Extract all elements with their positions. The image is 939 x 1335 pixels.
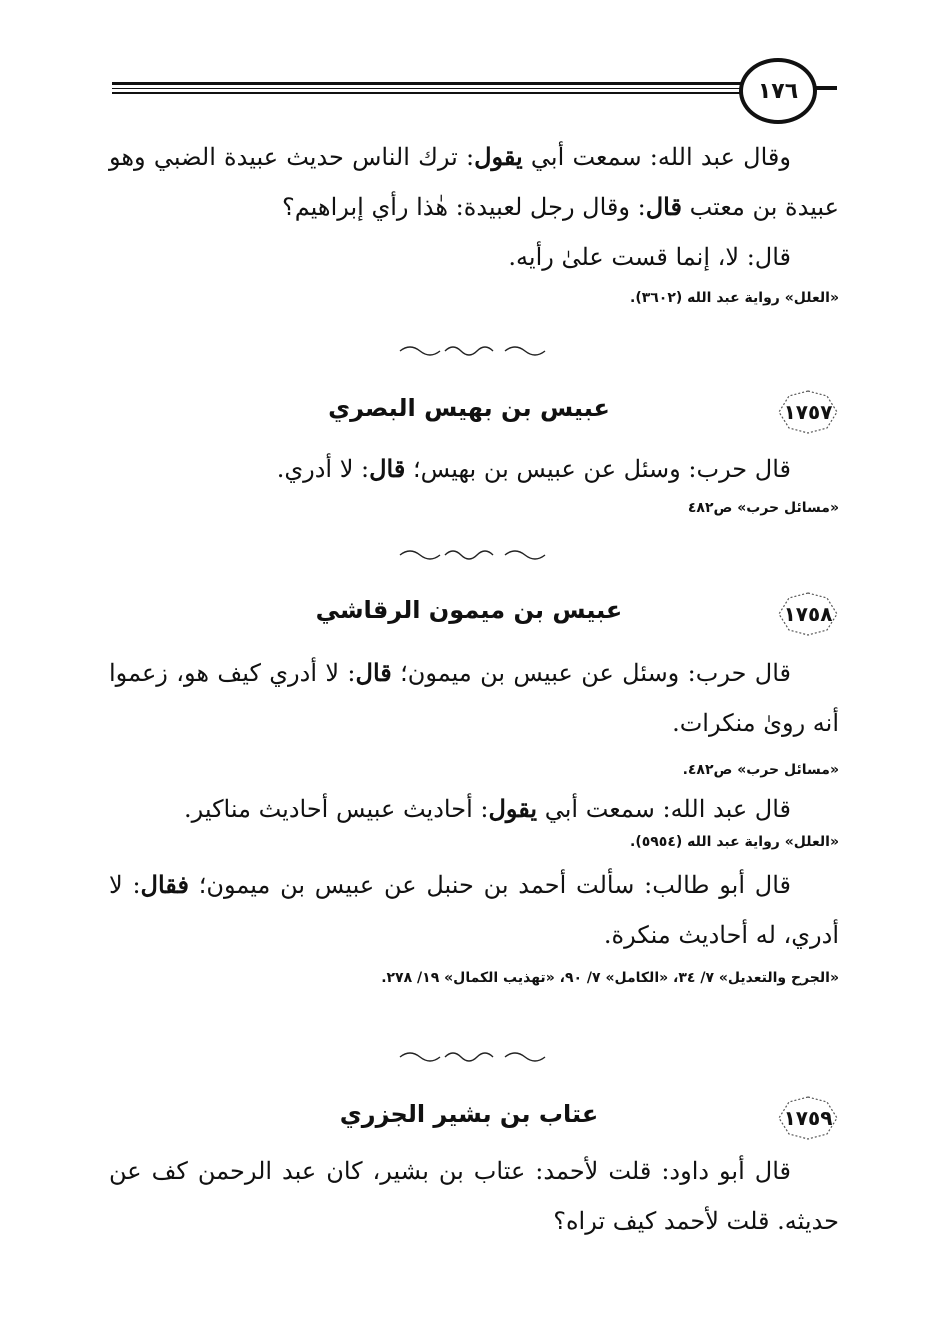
entry-body bbox=[109, 1146, 839, 1246]
entry-title: عتاب بن بشير الجزري bbox=[339, 1100, 599, 1128]
header-rule bbox=[112, 88, 742, 89]
page-header bbox=[112, 52, 837, 132]
keyword-bold: يقول bbox=[474, 142, 523, 171]
header-rule bbox=[112, 82, 742, 85]
keyword-bold: قال bbox=[355, 658, 392, 687]
entry-number: ١٧٥٨ bbox=[783, 602, 833, 626]
text-run: قال حرب: وسئل عن عبيس بن ميمون؛ bbox=[391, 659, 791, 687]
text-run: وقال عبد الله: سمعت أبي bbox=[522, 143, 791, 171]
paragraph bbox=[109, 860, 839, 960]
text-run: : ترك الناس حديث عبيدة الضبي وهو عبيدة بن معتب bbox=[109, 143, 839, 221]
paragraph bbox=[109, 232, 839, 282]
paragraph bbox=[109, 784, 839, 834]
page-number-badge bbox=[739, 58, 817, 124]
entry-title: عبيس بن بهيس البصري bbox=[328, 394, 610, 422]
entry-number: ١٧٥٩ bbox=[783, 1106, 833, 1130]
entry-title: عبيس بن ميمون الرقاشي bbox=[315, 596, 623, 624]
text-run: قال حرب: وسئل عن عبيس بن بهيس؛ bbox=[405, 455, 791, 483]
opening-block bbox=[109, 132, 839, 306]
page-number: ١٧٦ bbox=[757, 78, 799, 104]
ornament-divider bbox=[395, 344, 555, 358]
header-rule bbox=[112, 92, 742, 94]
paragraph bbox=[109, 1146, 839, 1246]
reference: «مسائل حرب» ص٤٨٢ bbox=[687, 500, 839, 516]
reference: «الجرح والتعديل» ٧/ ٣٤، «الكامل» ٧/ ٩٠، «تهذيب الكمال» ١٩/ ٢٧٨. bbox=[381, 970, 839, 986]
reference: «مسائل حرب» ص٤٨٢. bbox=[682, 762, 839, 778]
paragraph bbox=[109, 648, 839, 748]
entry-number: ١٧٥٧ bbox=[783, 400, 833, 424]
text-run: قال أبو داود: قلت لأحمد: عتاب بن بشير، كان عبد الرحمن كف عن حديثه. قلت لأحمد كيف تراه؟ bbox=[109, 1157, 839, 1235]
keyword-bold: قال bbox=[369, 454, 406, 483]
text-run: قال: لا، إنما قست علىٰ رأيه. bbox=[508, 243, 791, 271]
keyword-bold: يقول bbox=[488, 794, 538, 823]
text-run: قال أبو طالب: سألت أحمد بن حنبل عن عبيس بن ميمون؛ bbox=[188, 871, 791, 899]
reference: «العلل» رواية عبد الله (٥٩٥٤). bbox=[630, 834, 839, 850]
reference: «العلل» رواية عبد الله (٣٦٠٢). bbox=[630, 290, 839, 306]
paragraph bbox=[109, 444, 839, 494]
entry-heading bbox=[99, 592, 839, 636]
text-run: : لا أدري. bbox=[276, 455, 370, 483]
entry-body bbox=[109, 444, 839, 516]
text-run: : لا أدري، له أحاديث منكرة. bbox=[109, 871, 839, 949]
text-run: قال عبد الله: سمعت أبي bbox=[537, 795, 791, 823]
entry-heading bbox=[99, 390, 839, 434]
text-run: : وقال رجل لعبيدة: هٰذا رأي إبراهيم؟ bbox=[281, 193, 646, 221]
text-run: : لا أدري كيف هو، زعموا أنه روىٰ منكرات. bbox=[109, 659, 839, 737]
keyword-bold: قال bbox=[645, 192, 682, 221]
ornament-divider bbox=[395, 548, 555, 562]
ornament-divider bbox=[395, 1050, 555, 1064]
entry-heading bbox=[99, 1096, 839, 1140]
entry-body bbox=[109, 648, 839, 986]
keyword-bold: فقال bbox=[140, 870, 189, 899]
paragraph bbox=[109, 132, 839, 232]
text-run: : أحاديث عبيس أحاديث مناكير. bbox=[184, 795, 489, 823]
